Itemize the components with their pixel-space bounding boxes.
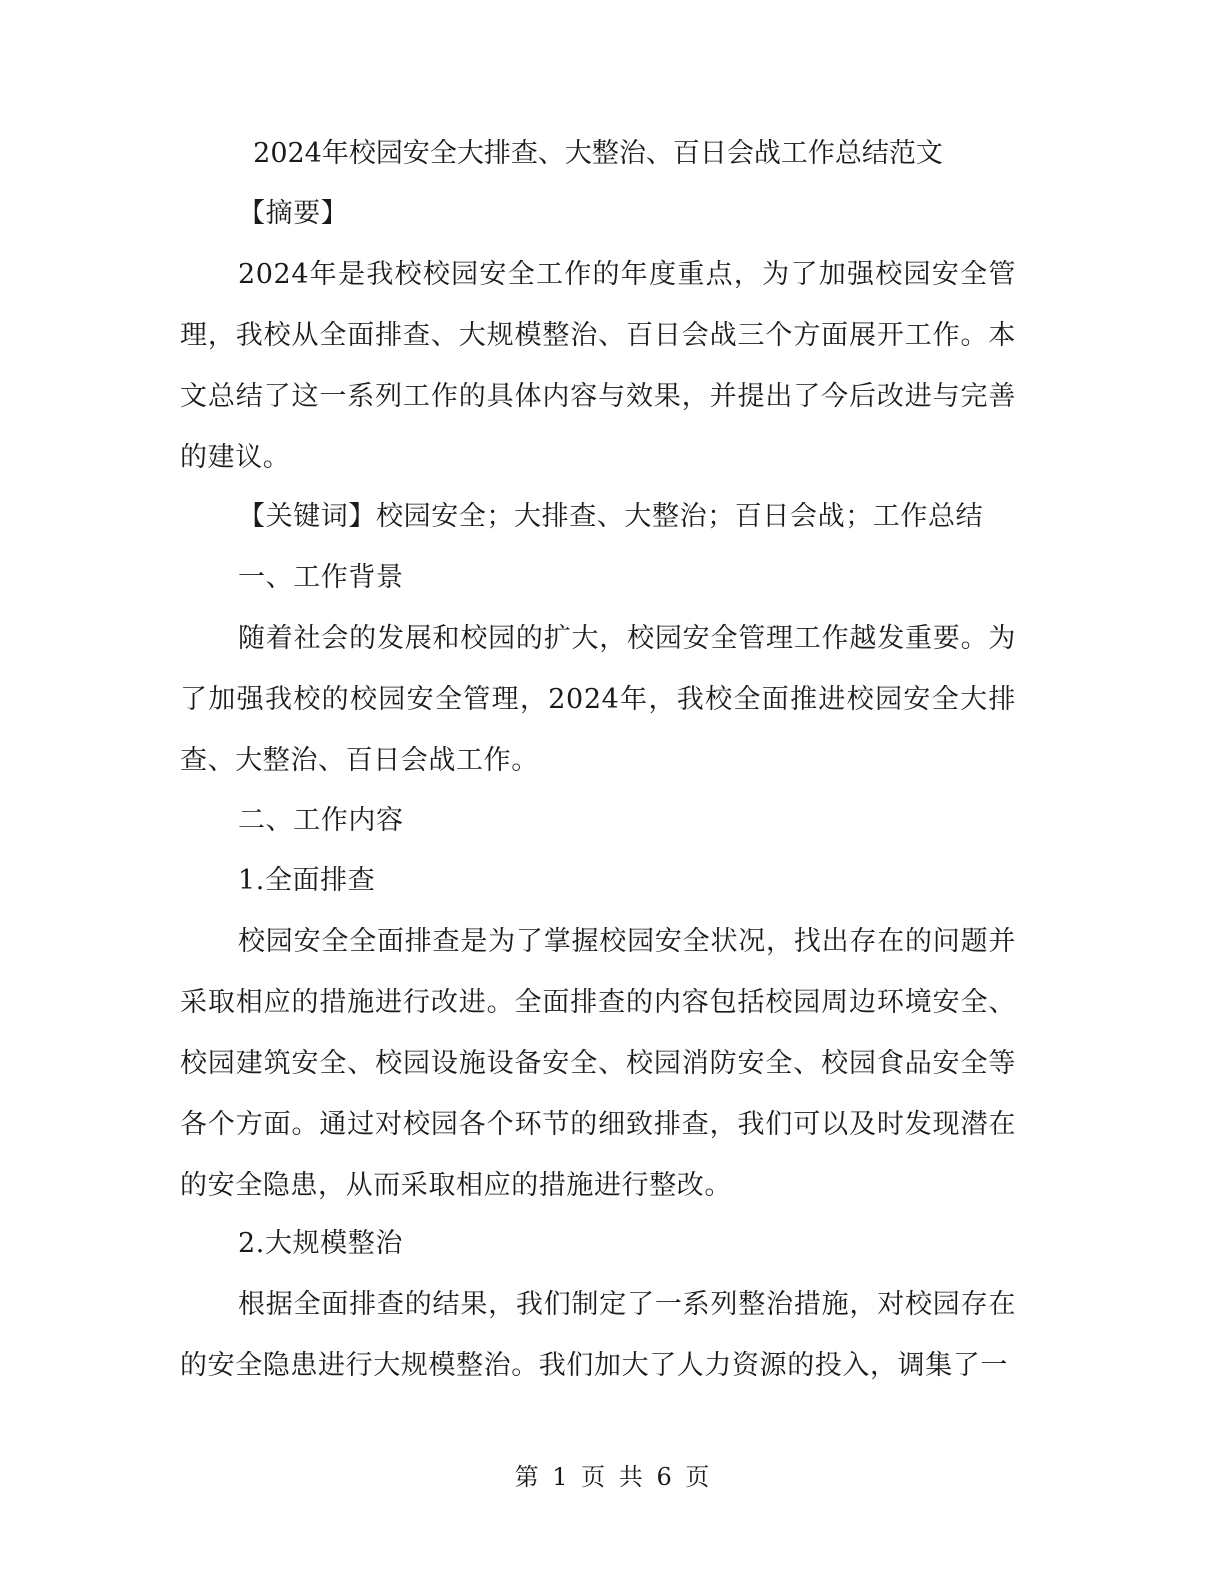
abstract-heading: 【摘要】	[238, 198, 349, 229]
subsection-heading-inspection: 1.全面排查	[238, 865, 376, 896]
document-title: 2024年校园安全大排查、大整治、百日会战工作总结范文	[253, 138, 943, 169]
section-heading-background: 一、工作背景	[238, 562, 404, 593]
subsection-heading-rectification: 2.大规模整治	[238, 1228, 403, 1259]
rectification-paragraph: 根据全面排查的结果，我们制定了一系列整治措施，对校园存在的安全隐患进行大规模整治。我们加大了人力资源的投入，调集了一	[180, 1289, 1016, 1381]
background-paragraph: 随着社会的发展和校园的扩大，校园安全管理工作越发重要。为了加强我校的校园安全管理，2024年，我校全面推进校园安全大排查、大整治、百日会战工作。	[180, 623, 1016, 776]
abstract-paragraph: 2024年是我校校园安全工作的年度重点，为了加强校园安全管理，我校从全面排查、大规模整治、百日会战三个方面展开工作。本文总结了这一系列工作的具体内容与效果，并提出了今后改进与完善的建议。	[180, 259, 1016, 473]
keywords-line: 【关键词】校园安全；大排查、大整治；百日会战；工作总结	[238, 501, 984, 532]
inspection-paragraph: 校园安全全面排查是为了掌握校园安全状况，找出存在的问题并采取相应的措施进行改进。全面排查的内容包括校园周边环境安全、校园建筑安全、校园设施设备安全、校园消防安全、校园食品安全等各个方面。通过对校园各个环节的细致排查，我们可以及时发现潜在的安全隐患，从而采取相应的措施进行整改。	[180, 926, 1016, 1201]
page-footer: 第 1 页 共 6 页	[514, 1463, 710, 1491]
section-heading-content: 二、工作内容	[238, 805, 404, 836]
